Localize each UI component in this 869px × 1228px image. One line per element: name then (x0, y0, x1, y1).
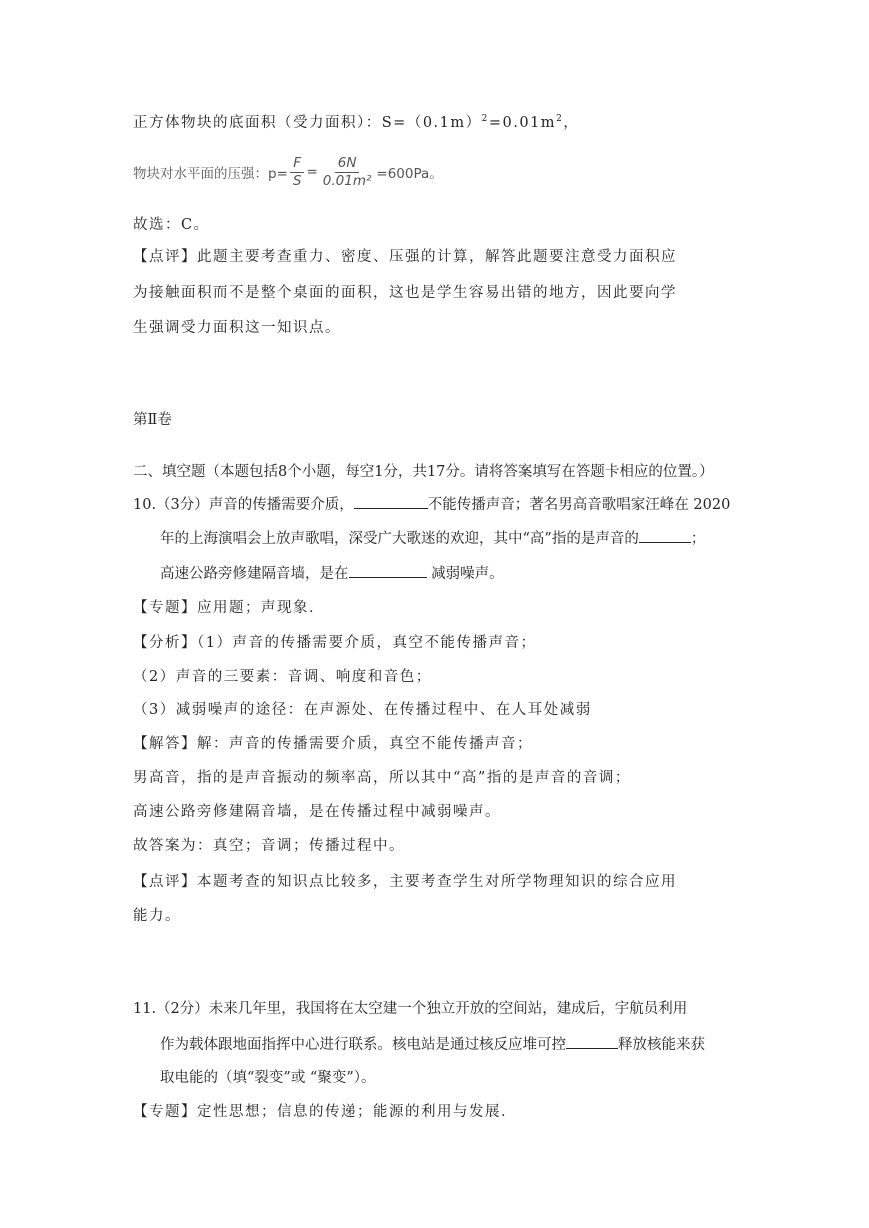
formula-result: =600Pa。 (376, 166, 443, 182)
q11-topic: 【专题】定性思想；信息的传递；能源的利用与发展． (133, 1104, 517, 1120)
area-end: ， (563, 115, 580, 131)
q10-comment: 【点评】本题考查的知识点比较多，主要考查学生对所学物理知识的综合应用 (133, 874, 677, 890)
fraction-values (320, 155, 375, 190)
area-text: 正方体物块的底面积（受力面积）：S=（0.1m） (133, 115, 482, 131)
q11-line3: 取电能的（填“裂变”或 “聚变”）。 (160, 1070, 376, 1086)
q10-analysis: 【分析】（1）声音的传播需要介质，真空不能传播声音； (133, 635, 537, 651)
q10-line1 (133, 494, 730, 515)
q10-text: 10.（3分）声音的传播需要介质， (133, 497, 354, 513)
area-mid: =0.01m (488, 115, 557, 131)
q10-answer: 故答案为：真空；音调；传播过程中。 (133, 838, 405, 854)
q10-answer: 【解答】解：声音的传播需要介质，真空不能传播声音； (133, 736, 533, 752)
q11-text: 作为载体跟地面指挥中心进行联系。核电站是通过核反应堆可控 (160, 1037, 566, 1053)
comment-line: 【点评】此题主要考查重力、密度、压强的计算，解答此题要注意受力面积应 (133, 249, 677, 265)
q10-comment: 能力。 (133, 908, 181, 924)
q10-analysis: （2）声音的三要素：音调、响度和音色； (133, 669, 432, 685)
section-heading: 二、填空题（本题包括8个小题，每空1分，共17分。请将答案填写在答题卡相应的位置。） (133, 464, 714, 480)
q11-line1: 11.（2分）未来几年里，我国将在太空建一个独立开放的空间站，建成后，宇航员利用 (133, 1001, 688, 1017)
q10-line3 (160, 563, 504, 584)
answer-blank (354, 494, 428, 509)
fraction-f-over-s (290, 155, 305, 190)
fraction-numerator: F (290, 155, 304, 173)
q10-text: ； (690, 531, 706, 547)
answer-blank (566, 1034, 618, 1049)
formula-label: 物块对水平面的压强：p= (133, 166, 288, 182)
comment-line: 为接触面积而不是整个桌面的面积，这也是学生容易出错的地方，因此要向学 (133, 285, 677, 301)
choice-line: 故选：C。 (133, 217, 210, 233)
q10-text: 高速公路旁修建隔音墙，是在 (160, 566, 349, 582)
q10-text: 不能传播声音；著名男高音歌唱家汪峰在 2020 (427, 497, 731, 513)
part-title: 第Ⅱ卷 (133, 412, 172, 428)
q10-text: 年的上海演唱会上放声歌唱，深受广大歌迷的欢迎，其中“高”指的是声音的 (160, 531, 639, 547)
formula-equals: = (306, 164, 318, 180)
q10-topic: 【专题】应用题；声现象． (133, 600, 325, 616)
fraction-value-denominator: 0.01m² (322, 172, 372, 189)
fraction-value-numerator: 6N (335, 155, 360, 173)
pressure-formula (133, 150, 443, 194)
q10-answer: 男高音，指的是声音振动的频率高，所以其中“高”指的是声音的音调； (133, 770, 631, 786)
answer-blank (349, 563, 427, 578)
fraction-denominator: S (292, 172, 302, 189)
answer-blank (639, 528, 691, 543)
area-sup: 2 (481, 114, 489, 125)
q10-text: 减弱噪声。 (426, 566, 504, 582)
q11-line2 (160, 1034, 705, 1055)
q10-analysis: （3）减弱噪声的途径：在声源处、在传播过程中、在人耳处减弱 (133, 702, 592, 718)
q11-text: 释放核能来获 (618, 1037, 705, 1053)
q10-line2 (160, 528, 705, 549)
area-line (133, 113, 579, 133)
area-sup2: 2 (556, 114, 564, 125)
comment-line: 生强调受力面积这一知识点。 (133, 320, 341, 336)
q10-answer: 高速公路旁修建隔音墙，是在传播过程中减弱噪声。 (133, 804, 501, 820)
